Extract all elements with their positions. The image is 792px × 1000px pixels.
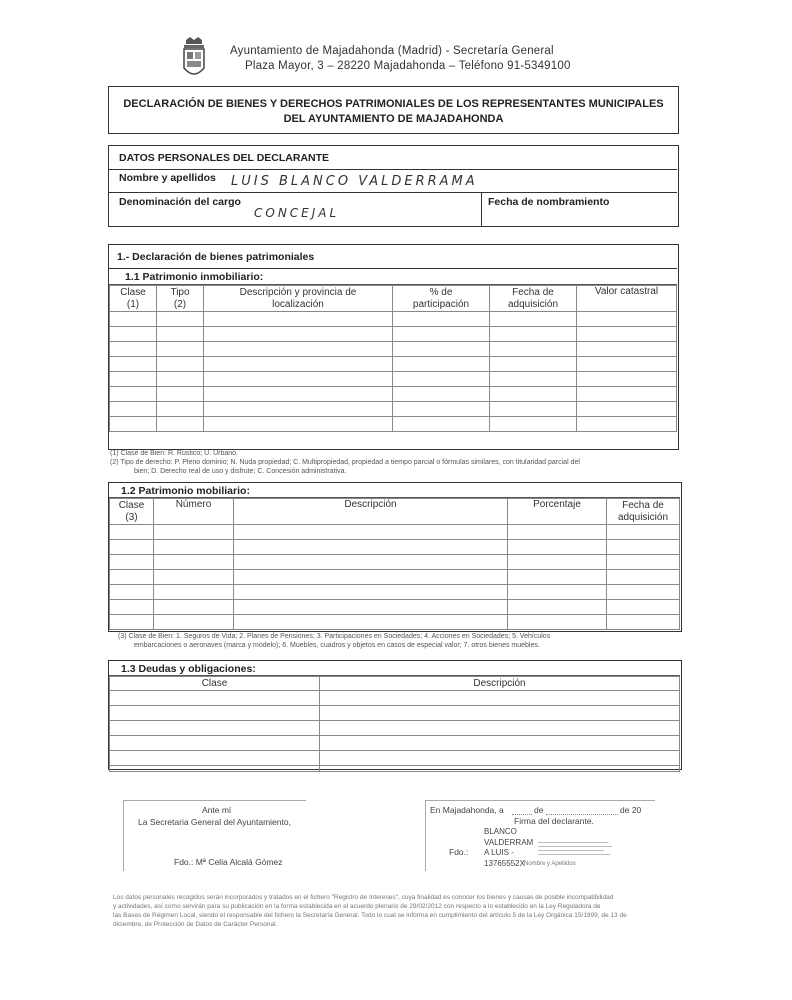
ante-mi-label: Ante mí	[202, 805, 232, 815]
table-row	[110, 691, 680, 706]
table-row	[110, 600, 680, 615]
table-row	[110, 570, 680, 585]
table-row	[110, 372, 677, 387]
table-row	[110, 342, 677, 357]
name-label: Nombre y apellidos	[119, 172, 216, 184]
table-row	[110, 615, 680, 630]
title-line-1: DECLARACIÓN DE BIENES Y DERECHOS PATRIMONIALES DE LOS REPRESENTANTES MUNICIPALES	[123, 98, 664, 110]
inmobiliario-note-2: (2) Tipo de derecho: P. Pleno dominio; N. Nuda propiedad; C. Multipropiedad, propiedad a tiempo parcial o fórmulas similares, con titularidad parcial del	[110, 459, 580, 466]
table-row	[110, 555, 680, 570]
table-row	[110, 751, 680, 766]
mobiliario-box	[108, 482, 682, 632]
col-fecha-header: Fecha de adquisición	[607, 499, 680, 525]
inmobiliario-note-1: (1) Clase de Bien: R. Rústico; U. Urbano.	[110, 450, 238, 457]
col-clase-header: Clase (1)	[110, 286, 157, 312]
date-de-label-2: de 20	[620, 805, 642, 815]
secretary-signature-box	[123, 800, 306, 871]
mobiliario-table	[109, 498, 680, 630]
signer-name-3: A LUIS -	[484, 848, 514, 857]
mobiliario-note-1: (3) Clase de Bien: 1. Seguros de Vida; 2. Planes de Pensiones; 3. Participaciones en Sociedades; 4. Acciones en Sociedades; 5. Vehículos	[118, 633, 551, 640]
header-line-1: Ayuntamiento de Majadahonda (Madrid) - Secretaría General	[230, 45, 554, 57]
inmobiliario-note-3: bien; D. Derecho real de uso y disfrute; C. Concesión administrativa.	[134, 468, 347, 475]
signer-name-2: VALDERRAM	[484, 838, 534, 847]
table-row	[110, 327, 677, 342]
col-clase-header: Clase	[110, 677, 320, 691]
cargo-value: CONCEJAL	[254, 206, 340, 220]
digital-signature-stamp	[538, 839, 618, 863]
coat-of-arms-logo	[180, 36, 208, 82]
col-descripcion-header: Descripción	[320, 677, 680, 691]
deudas-box	[108, 660, 682, 770]
personal-data-heading: DATOS PERSONALES DEL DECLARANTE	[119, 152, 330, 164]
cargo-label: Denominación del cargo	[119, 196, 241, 208]
table-row	[110, 525, 680, 540]
table-row	[110, 736, 680, 751]
table-row	[110, 585, 680, 600]
section-1-heading: 1.- Declaración de bienes patrimoniales	[117, 251, 315, 263]
table-row	[110, 312, 677, 327]
fecha-nombramiento-label: Fecha de nombramiento	[488, 196, 610, 208]
col-participacion-header: % de participación	[393, 286, 490, 312]
legal-text-4: diciembre, de Protección de Datos de Carácter Personal.	[113, 921, 278, 928]
table-row	[110, 721, 680, 736]
table-row	[110, 402, 677, 417]
name-value: LUIS BLANCO VALDERRAMA	[231, 174, 478, 189]
date-de-label-1: de	[534, 805, 544, 815]
table-row	[110, 706, 680, 721]
col-clase-header: Clase (3)	[110, 499, 154, 525]
col-fecha-header: Fecha de adquisición	[490, 286, 577, 312]
firma-label: Firma del declarante.	[514, 816, 594, 826]
title-line-2: DEL AYUNTAMIENTO DE MAJADAHONDA	[283, 113, 504, 125]
signer-name-1: BLANCO	[484, 827, 517, 836]
mobiliario-note-2: embarcaciones o aeronaves (marca y modelo); 6. Muebles, cuadros y objetos en casos de especial valor; 7. otros bienes muebles.	[134, 642, 540, 649]
legal-text-2: y actividades, así como servirán para su publicación en la forma establecida en el acuerdo plenario de 29/02/2012 con respecto a lo establecido en la Ley Reguladora de	[113, 903, 601, 910]
secretary-name: Fdo.: Mª Celia Alcalá Gómez	[174, 857, 283, 867]
legal-text-3: las Bases de Régimen Local, siendo el responsable del fichero la Secretaría General. Todo lo cual se informa en cumplimiento del artículo 5 de la Ley Orgánica 15/1999, de 13 de	[113, 912, 627, 919]
table-row	[110, 766, 680, 772]
col-descripcion-header: Descripción	[234, 499, 508, 525]
table-row	[110, 540, 680, 555]
table-row	[110, 387, 677, 402]
col-numero-header: Número	[154, 499, 234, 525]
section-1-box	[108, 244, 679, 450]
header-line-2: Plaza Mayor, 3 – 28220 Majadahonda – Teléfono 91-5349100	[245, 60, 571, 72]
mobiliario-heading: 1.2 Patrimonio mobiliario:	[121, 485, 250, 497]
table-row	[110, 417, 677, 432]
col-tipo-header: Tipo (2)	[157, 286, 204, 312]
secretary-title: La Secretaria General del Ayuntamiento,	[138, 817, 291, 827]
legal-text-1: Los datos personales recogidos serán incorporados y tratados en el fichero "Registro de Intereses", cuya finalidad es conocer los bienes y causas de posible incompatibilidad	[113, 894, 614, 901]
signer-note: Nombre y Apellidos	[524, 861, 576, 867]
table-row	[110, 357, 677, 372]
declarant-signature-box	[425, 800, 655, 871]
document-title	[108, 86, 679, 134]
signer-id: 13765552X	[484, 859, 525, 868]
deudas-table	[109, 676, 680, 772]
col-valor-header: Valor catastral	[577, 286, 677, 312]
col-porcentaje-header: Porcentaje	[508, 499, 607, 525]
personal-data-section	[108, 145, 679, 227]
place-date-label: En Majadahonda, a	[430, 805, 504, 815]
deudas-heading: 1.3 Deudas y obligaciones:	[121, 663, 256, 675]
inmobiliario-table	[109, 285, 677, 432]
inmobiliario-heading: 1.1 Patrimonio inmobiliario:	[125, 271, 264, 283]
fdo-label: Fdo.:	[449, 847, 469, 857]
col-descripcion-header: Descripción y provincia de localización	[204, 286, 393, 312]
